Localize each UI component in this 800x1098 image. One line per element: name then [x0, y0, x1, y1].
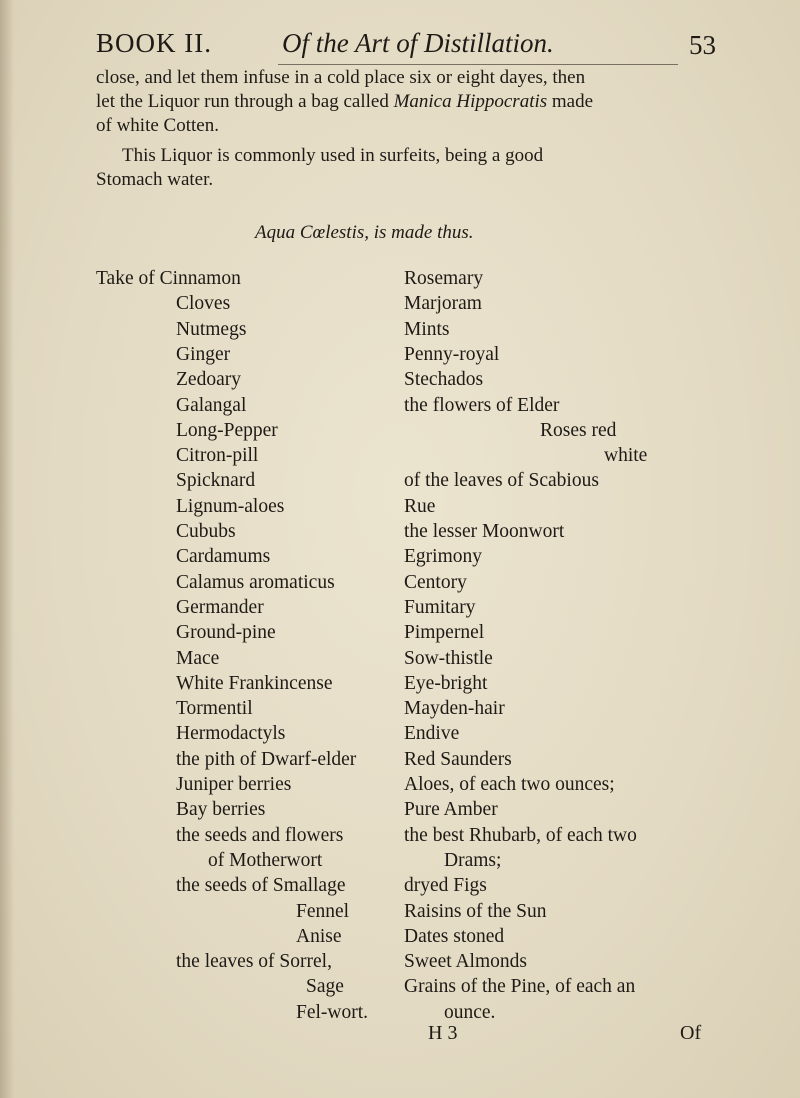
left-ingredient-item: Hermodactyls [176, 723, 286, 745]
signature-mark: H 3 [428, 1022, 458, 1044]
left-ingredient-item: Ground-pine [176, 622, 276, 644]
right-ingredient-item: Stechados [404, 369, 484, 391]
right-ingredient-item: Rue [404, 495, 436, 517]
left-ingredient-item: Mace [176, 647, 220, 669]
right-ingredient-column [404, 266, 724, 1026]
left-ingredient-item: White Frankincense [176, 672, 333, 694]
left-ingredient-item: Germander [176, 596, 264, 618]
right-ingredient-item: Endive [404, 723, 460, 745]
book-label: BOOK II. [96, 28, 212, 58]
left-ingredient-item: Citron-pill [176, 445, 259, 467]
right-ingredient-item: Pimpernel [404, 622, 485, 644]
right-ingredient-item: ounce. [444, 1001, 496, 1023]
manica-hippocratis: Manica Hippocratis [393, 91, 548, 112]
spine-shadow [0, 0, 14, 1098]
right-ingredient-item: Sweet Almonds [404, 951, 527, 973]
right-ingredient-item: Grains of the Pine, of each an [404, 976, 636, 998]
intro-line-2-end: made [547, 91, 594, 112]
note-line-2: Stomach water. [96, 169, 214, 190]
left-ingredient-item: Bay berries [176, 799, 266, 821]
right-ingredient-item: Roses red [540, 419, 617, 441]
note-line-1: This Liquor is commonly used in surfeits, being a good [122, 145, 544, 166]
right-ingredient-item: Drams; [444, 849, 502, 871]
left-ingredient-item: Cardamums [176, 546, 271, 568]
catchword: Of [680, 1022, 702, 1044]
right-ingredient-item: Fumitary [404, 596, 476, 618]
left-ingredient-item: Anise [296, 925, 342, 947]
left-ingredient-item: Calamus aromaticus [176, 571, 335, 593]
right-ingredient-item: Aloes, of each two ounces; [404, 774, 615, 795]
right-ingredient-item: Mayden-hair [404, 698, 505, 720]
left-ingredient-item: the seeds and flowers [176, 824, 344, 846]
intro-line-1: close, and let them infuse in a cold place six or eight dayes, then [96, 67, 586, 88]
left-ingredient-item: Zedoary [176, 369, 241, 391]
chapter-title: Of the Art of Distillation. [282, 28, 554, 58]
right-ingredient-item: the lesser Moonwort [404, 521, 565, 542]
right-ingredient-item: Centory [404, 571, 467, 593]
right-ingredient-item: the best Rhubarb, of each two [404, 824, 637, 846]
left-ingredient-item: Lignum-aloes [176, 495, 285, 517]
left-ingredient-item: Spicknard [176, 470, 256, 492]
recipe-title: Aqua Cœlestis, is made thus. [255, 222, 474, 243]
left-ingredient-item: Tormentil [176, 698, 253, 720]
left-ingredient-item: Juniper berries [176, 774, 292, 795]
right-ingredient-item: of the leaves of Scabious [404, 470, 599, 492]
intro-line-2-text: let the Liquor run through a bag called [96, 91, 394, 112]
left-ingredient-item: Galangal [176, 394, 247, 416]
right-ingredient-item: white [604, 445, 648, 467]
left-ingredient-item: of Motherwort [208, 849, 323, 871]
right-ingredient-item: Mints [404, 318, 450, 340]
page-number: 53 [689, 30, 716, 60]
left-ingredient-item: Cububs [176, 521, 236, 542]
left-ingredient-item: Take of Cinnamon [96, 268, 241, 289]
left-ingredient-item: the seeds of Smallage [176, 875, 346, 897]
left-ingredient-item: the pith of Dwarf-elder [176, 748, 357, 770]
intro-line-3: of white Cotten. [96, 115, 219, 136]
right-ingredient-item: Raisins of the Sun [404, 900, 547, 922]
intro-paragraph [96, 66, 716, 138]
intro-line-2 [96, 90, 716, 114]
left-ingredient-item: Fel-wort. [296, 1001, 369, 1023]
right-ingredient-item: Penny-royal [404, 343, 500, 365]
left-ingredient-item: Nutmegs [176, 318, 247, 340]
left-ingredient-item: the leaves of Sorrel, [176, 951, 332, 973]
right-ingredient-item: the flowers of Elder [404, 394, 560, 416]
left-ingredient-item: Fennel [296, 900, 350, 922]
right-ingredient-item: dryed Figs [404, 875, 487, 897]
left-ingredient-column [96, 266, 396, 1026]
right-ingredient-item: Egrimony [404, 546, 482, 568]
left-ingredient-item: Sage [306, 976, 344, 998]
right-ingredient-item: Eye-bright [404, 672, 488, 694]
note-paragraph [96, 144, 716, 192]
right-ingredient-item: Dates stoned [404, 925, 505, 947]
right-ingredient-item: Rosemary [404, 268, 484, 289]
header-rule [278, 64, 678, 65]
right-ingredient-item: Red Saunders [404, 748, 512, 770]
left-ingredient-item: Long-Pepper [176, 419, 278, 441]
right-ingredient-item: Pure Amber [404, 799, 498, 821]
left-ingredient-item: Ginger [176, 343, 231, 365]
right-ingredient-item: Marjoram [404, 293, 482, 315]
left-ingredient-item: Cloves [176, 293, 231, 315]
right-ingredient-item: Sow-thistle [404, 647, 493, 669]
running-header [96, 28, 716, 68]
